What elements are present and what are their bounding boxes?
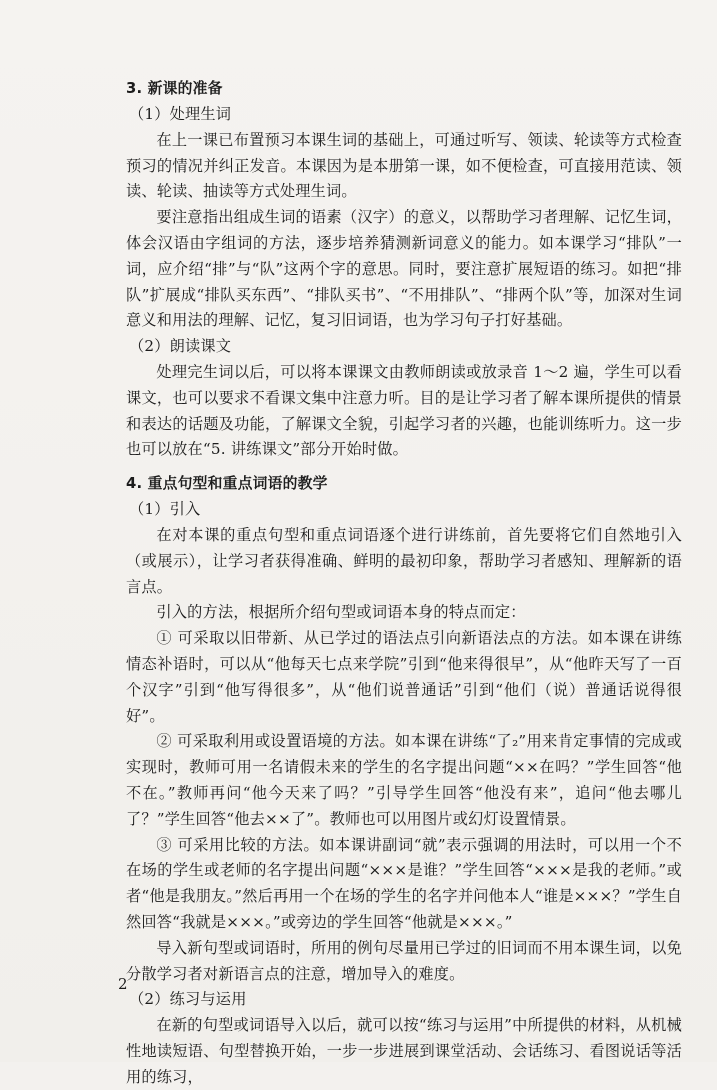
- section-3-subheading-2: （2）朗读课文: [129, 337, 232, 356]
- section-4-paragraph-6: 导入新句型或词语时，所用的例句尽量用已学过的旧词而不用本课生词，以免分散学习者对新语言点的注意，增加导入的难度。: [126, 938, 682, 983]
- section-4-heading: 4. 重点句型和重点词语的教学: [126, 475, 328, 493]
- section-4-paragraph-4: ② 可采取利用或设置语境的方法。如本课在讲练“了₂”用来肯定事情的完成或实现时，教师可用一名请假未来的学生的名字提出问题“××在吗？”学生回答“他不在。”教师再问“他今天来了吗？”引导学生回答“他没有来”，追问“他去哪儿了？”学生回答“他去××了”。教师也可以用图片或幻灯设置情景。: [126, 732, 682, 828]
- section-4-paragraph-7: 在新的句型或词语导入以后，就可以按“练习与运用”中所提供的材料，从机械性地读短语、句型替换开始，一步一步进展到课堂活动、会话练习、看图说话等活用的练习，: [126, 1016, 682, 1086]
- section-4-paragraph-3: ① 可采取以旧带新、从已学过的语法点引向新语法点的方法。如本课在讲练情态补语时，可以从“他每天七点来学院”引到“他来得很早”，从“他昨天写了一百个汉字”引到“他写得很多”，从“他们说普通话”引到“他们（说）普通话说得很好”。: [126, 629, 682, 725]
- page-number: 2: [118, 975, 128, 993]
- section-3-subheading-1: （1）处理生词: [129, 105, 232, 123]
- section-3-paragraph-2: 要注意指出组成生词的语素（汉字）的意义，以帮助学习者理解、记忆生词，体会汉语由字组词的方法，逐步培养猜测新词意义的能力。如本课学习“排队”一词，应介绍“排”与“队”这两个字的意思。同时，要注意扩展短语的练习。如把“排队”扩展成“排队买东西”、“排队买书”、“不用排队”、“排两个队”等，加深对生词意义和用法的理解、记忆，复习旧词语，也为学习句子打好基础。: [126, 208, 682, 330]
- section-4-subheading-1: （1）引入: [129, 500, 201, 519]
- section-3-paragraph-3: 处理完生词以后，可以将本课课文由教师朗读或放录音 1～2 遍，学生可以看课文，也可以要求不看课文集中注意力听。目的是让学习者了解本课所提供的情景和表达的话题及功能，了解课文全貌，引起学习者的兴趣，也能训练听力。这一步也可以放在“5. 讲练课文”部分开始时做。: [126, 362, 682, 459]
- section-spacer: [126, 463, 682, 471]
- section-4-paragraph-1: 在对本课的重点句型和重点词语逐个进行讲练前，首先要将它们自然地引入（或展示），让学习者获得准确、鲜明的最初印象，帮助学习者感知、理解新的语言点。: [126, 525, 682, 596]
- section-4-subheading-2: （2）练习与运用: [129, 990, 247, 1009]
- page-body: [126, 76, 682, 1090]
- section-4-paragraph-2: 引入的方法，根据所介绍句型或词语本身的特点而定：: [156, 603, 526, 622]
- section-3-paragraph-1: 在上一课已布置预习本课生词的基础上，可通过听写、领读、轮读等方式检查预习的情况并纠正发音。本课因为是本册第一课，如不便检查，可直接用范读、领读、轮读、抽读等方式处理生词。: [126, 130, 682, 201]
- section-4-paragraph-5: ③ 可采用比较的方法。如本课讲副词“就”表示强调的用法时，可以用一个不在场的学生或老师的名字提出问题“×××是谁？”学生回答“×××是我的老师。”或者“他是我朋友。”然后再用一个在场的学生的名字并问他本人“谁是×××？”学生自然回答“我就是×××。”或旁边的学生回答“他就是×××。”: [126, 835, 682, 931]
- section-3-heading: 3. 新课的准备: [126, 80, 223, 97]
